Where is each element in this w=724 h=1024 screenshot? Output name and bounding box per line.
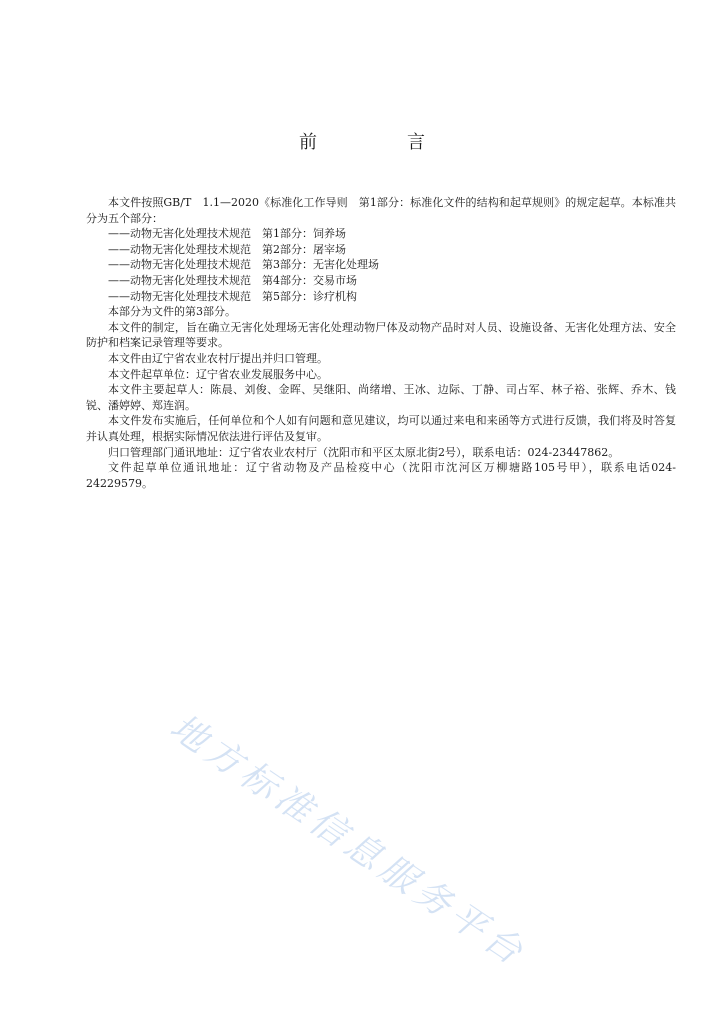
paragraph-purpose: 本文件的制定，旨在确立无害化处理场无害化处理动物尸体及动物产品时对人员、设施设备、无害化处理方法、安全防护和档案记录管理等要求。 — [86, 320, 676, 350]
list-item-part-1: ——动物无害化处理技术规范 第1部分：饲养场 — [108, 227, 346, 241]
list-item-part-4: ——动物无害化处理技术规范 第4部分：交易市场 — [108, 273, 357, 287]
watermark-text: 地方标准信息服务平台 — [162, 706, 534, 976]
list-item-part-2: ——动物无害化处理技术规范 第2部分：屠宰场 — [108, 242, 346, 256]
paragraph-drafter-address: 文件起草单位通讯地址：辽宁省动物及产品检疫中心（沈阳市沈河区万柳塘路105号甲），联系电话024-24229579。 — [86, 461, 676, 490]
list-item-part-5: ——动物无害化处理技术规范 第5部分：诊疗机构 — [108, 289, 357, 303]
paragraph-intro: 本文件按照GB/T 1.1—2020《标准化工作导则 第1部分：标准化文件的结构和起草规则》的规定起草。本标准共分为五个部分： — [86, 196, 676, 225]
document-body — [86, 195, 676, 491]
page-title: 前 言 — [299, 132, 461, 153]
paragraph-management-address: 归口管理部门通讯地址：辽宁省农业农村厅（沈阳市和平区太原北街2号），联系电话：024-23447862。 — [108, 445, 620, 459]
paragraph-drafters: 本文件主要起草人：陈晨、刘俊、金晖、吴继阳、尚绪增、王冰、边际、丁静、司占军、林子裕、张辉、乔木、钱锐、潘婷婷、郑连润。 — [86, 383, 676, 412]
list-item-part-3: ——动物无害化处理技术规范 第3部分：无害化处理场 — [108, 258, 379, 272]
paragraph-feedback: 本文件发布实施后，任何单位和个人如有问题和意见建议，均可以通过来电和来函等方式进行反馈，我们将及时答复并认真处理，根据实际情况依法进行评估及复审。 — [86, 414, 676, 443]
paragraph-drafting-unit: 本文件起草单位：辽宁省农业发展服务中心。 — [108, 367, 328, 381]
paragraph-part-number: 本部分为文件的第3部分。 — [108, 305, 236, 319]
paragraph-proposer: 本文件由辽宁省农业农村厅提出并归口管理。 — [108, 351, 328, 365]
